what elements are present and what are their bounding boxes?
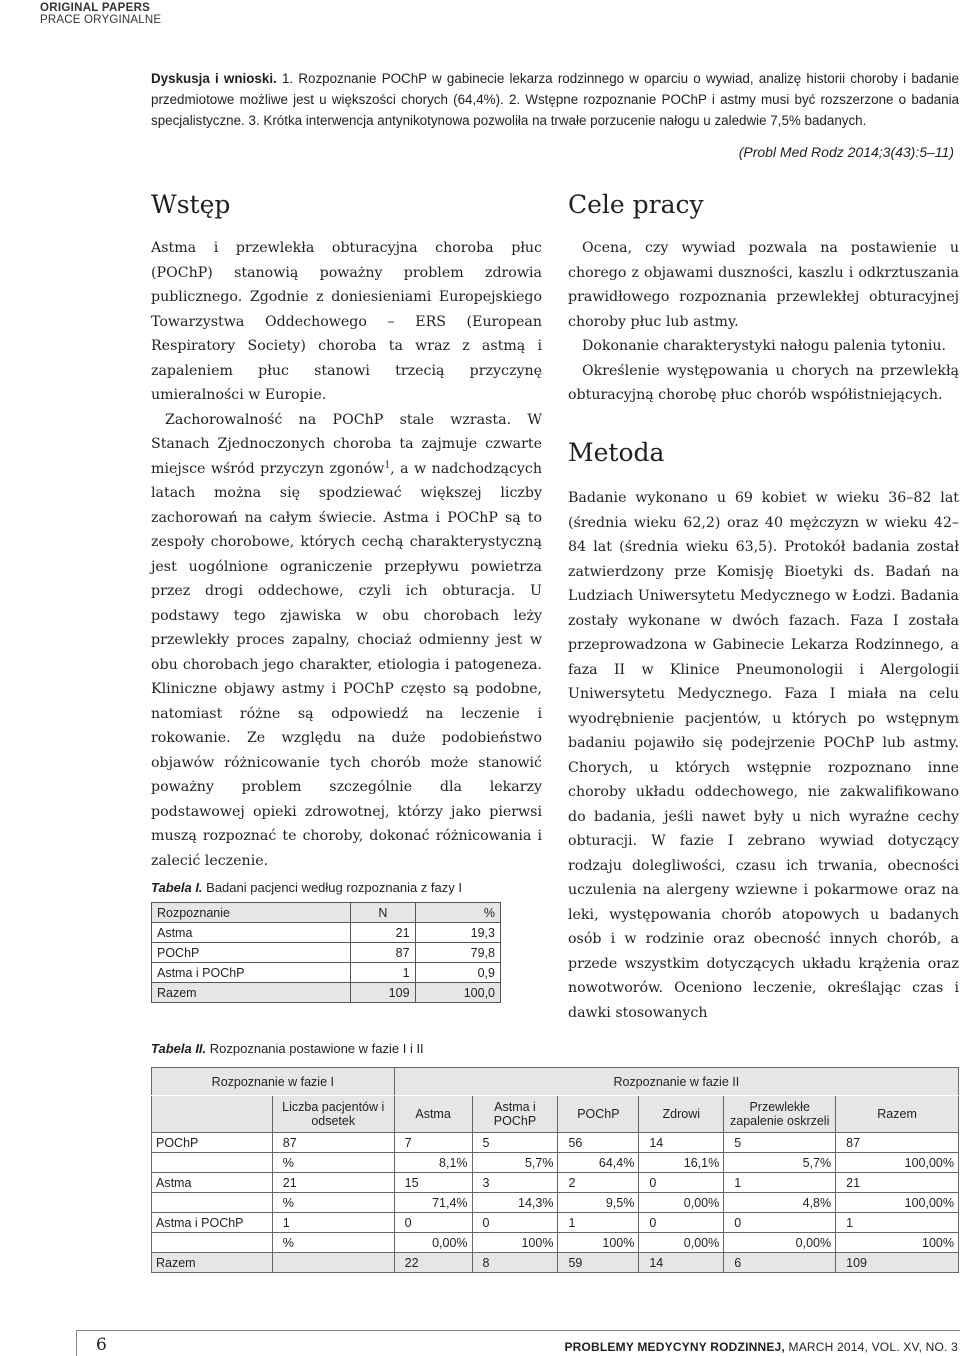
table-cell: 109	[351, 983, 415, 1003]
table-cell: 0	[639, 1173, 724, 1193]
table-cell: POChP	[152, 943, 351, 963]
table-cell: 2	[558, 1173, 639, 1193]
journal-issue: MARCH 2014, VOL. XV, NO. 3	[784, 1340, 958, 1354]
wstep-paragraph-2-part-a: Zachorowalność na POChP stale wzrasta. W Stanach Zjednoczonych choroba ta zajmuje czwarte miejsce wśród przyczyn zgonów	[151, 411, 542, 477]
table-cell: Astma	[152, 923, 351, 943]
table-cell: 1	[272, 1213, 394, 1233]
table-cell: 15	[394, 1173, 472, 1193]
table-cell: Astma	[152, 1173, 273, 1193]
table-cell: 8,1%	[394, 1153, 472, 1173]
table-row	[152, 1133, 959, 1153]
table-cell: 100%	[836, 1233, 959, 1253]
table-cell: Razem	[152, 1253, 273, 1273]
table-header-cell-empty	[152, 1096, 273, 1133]
wstep-paragraph-2-part-b: , a w nadchodzących latach można się spodziewać większej liczby zachorowań na całym świecie. Astma i POChP są to zespoły chorobowe, których cechą charakterystyczną jest uogólnione ograniczenie przepływu powietrza przez drogi oddechowe, czyli ich obturacja. U podstawy tego zjawiska w obu chorobach leży przewlekły proces zapalny, chociaż odmienny jest w obu chorobach jego charakter, etiologia i patogeneza. Kliniczne objawy astmy i POChP często są podobne, natomiast różne są odpowiedź na leczenie i rokowanie. Ze względu na duże podobieństwo objawów różnicowanie tych chorób może stanowić poważny problem szczególnie dla lekarzy podstawowej opieki zdrowotnej, którzy jako pierwsi muszą rozpoznać te choroby, dokonać różnicowania i zalecić leczenie.	[151, 460, 542, 869]
table-cell: 0,00%	[639, 1193, 724, 1213]
table-cell: 4,8%	[724, 1193, 836, 1213]
column-left	[151, 236, 542, 873]
footer-rule	[76, 1330, 960, 1331]
table-row	[152, 1193, 959, 1213]
table-1-caption	[151, 880, 462, 895]
running-head-english: ORIGINAL PAPERS	[40, 2, 151, 14]
table-cell: 5	[472, 1133, 558, 1153]
table-header-row	[152, 903, 501, 923]
table-cell: 8	[472, 1253, 558, 1273]
table-group-header-phase-1: Rozpoznanie w fazie I	[152, 1068, 395, 1096]
table-2-label: Tabela II.	[151, 1041, 207, 1056]
table-cell: 14	[639, 1253, 724, 1273]
abstract-conclusions	[151, 68, 959, 131]
table-cell: 0	[724, 1213, 836, 1233]
table-cell	[272, 1253, 394, 1273]
table-cell: 59	[558, 1253, 639, 1273]
table-cell: 109	[836, 1253, 959, 1273]
table-cell: Razem	[152, 983, 351, 1003]
journal-footer	[564, 1340, 958, 1354]
cele-paragraph-3: Określenie występowania u chorych na przewlekłą obturacyjną chorobę płuc chorób współistniejących.	[568, 362, 959, 403]
abstract-conclusions-text: 1. Rozpoznanie POChP w gabinecie lekarza rodzinnego w oparciu o wywiad, analizę historii choroby i badanie przedmiotowe możliwe jest u większości chorych (64,4%). 2. Wstępne rozpoznanie POChP i astmy musi być rozszerzone o badania specjalistyczne. 3. Krótka interwencja antynikotynowa pozwoliła na trwałe porzucenie nałogu u zaledwie 7,5% badanych.	[151, 71, 959, 128]
table-cell: 56	[558, 1133, 639, 1153]
table-cell: Astma i POChP	[152, 963, 351, 983]
table-cell: 100,0	[415, 983, 500, 1003]
abstract-conclusions-label: Dyskusja i wnioski.	[151, 71, 277, 86]
cele-paragraph-2: Dokonanie charakterystyki nałogu palenia tytoniu.	[582, 338, 947, 354]
table-header-row	[152, 1096, 959, 1133]
table-1-label: Tabela I.	[151, 880, 203, 895]
table-cell: 64,4%	[558, 1153, 639, 1173]
table-group-header-phase-2: Rozpoznanie w fazie II	[394, 1068, 958, 1096]
table-cell: 0,00%	[639, 1233, 724, 1253]
table-total-row	[152, 983, 501, 1003]
section-heading-wstep: Wstęp	[151, 190, 231, 219]
table-cell: 22	[394, 1253, 472, 1273]
section-heading-metoda: Metoda	[568, 438, 665, 467]
table-header-cell: Przewlekłe zapalenie oskrzeli	[724, 1096, 836, 1133]
table-cell: 0	[639, 1213, 724, 1233]
table-cell: 9,5%	[558, 1193, 639, 1213]
table-cell: 0	[394, 1213, 472, 1233]
table-header-cell: Razem	[836, 1096, 959, 1133]
metoda-paragraph-1: Badanie wykonano u 69 kobiet w wieku 36–82 lat (średnia wieku 62,2) oraz 40 mężczyzn w wieku 42–84 lat (średnia wieku 63,5). Protokół badania został zatwierdzony prze Komisję Bioetyki ds. Badań na Ludziach Uniwersytetu Medycznego w Łodzi. Badania zostały wykonane w dwóch fazach. Faza I została przeprowadzona w Gabinecie Lekarza Rodzinnego, a faza II w Klinice Pneumonologii i Alergologii Uniwersytetu Medycznego. Faza I miała na celu wyodrębnienie pacjentów, u których po wstępnym badaniu pojawiło się podejrzenie POChP lub astmy. Chorych, u których wstępnie rozpoznano inne choroby układu oddechowego, nie zakwalifikowano do badania, jeśli nawet były u nich wyraźne cechy obturacji. W fazie I zebrano wywiad dotyczący rodzaju dolegliwości, czasu ich trwania, obecności uczulenia na alergeny wziewne i pokarmowe oraz na leki, występowania chorób atopowych u badanych osób i w rodzinie oraz obecność innych chorób, a przede wszystkim dotyczących układu krążenia oraz nowotworów. Oceniono leczenie, określając czas i dawki stosowanych	[568, 490, 959, 1021]
table-header-cell: %	[415, 903, 500, 923]
table-cell: 7	[394, 1133, 472, 1153]
table-header-cell: Rozpoznanie	[152, 903, 351, 923]
table-cell: 6	[724, 1253, 836, 1273]
table-2	[151, 1067, 959, 1273]
table-cell: 87	[836, 1133, 959, 1153]
table-total-row	[152, 1253, 959, 1273]
column-right-aims	[568, 236, 959, 408]
table-cell: 100,00%	[836, 1193, 959, 1213]
table-cell: POChP	[152, 1133, 273, 1153]
reference-marker: 1	[384, 459, 391, 470]
table-cell: 3	[472, 1173, 558, 1193]
table-cell	[152, 1233, 273, 1253]
table-cell: 19,3	[415, 923, 500, 943]
table-cell: 1	[558, 1213, 639, 1233]
table-2-caption-text: Rozpoznania postawione w fazie I i II	[206, 1041, 424, 1056]
table-cell: 5,7%	[724, 1153, 836, 1173]
table-cell: 1	[351, 963, 415, 983]
table-cell: 5	[724, 1133, 836, 1153]
table-cell: %	[272, 1153, 394, 1173]
table-row	[152, 1173, 959, 1193]
table-row	[152, 1153, 959, 1173]
table-cell: 100,00%	[836, 1153, 959, 1173]
table-group-header-row	[152, 1068, 959, 1096]
table-row	[152, 923, 501, 943]
table-1	[151, 902, 501, 1003]
table-header-cell: POChP	[558, 1096, 639, 1133]
table-cell: %	[272, 1193, 394, 1213]
table-cell: %	[272, 1233, 394, 1253]
running-head-polish: PRACE ORYGINALNE	[40, 14, 162, 26]
table-row	[152, 943, 501, 963]
table-cell: 87	[351, 943, 415, 963]
table-header-cell: N	[351, 903, 415, 923]
table-cell: 79,8	[415, 943, 500, 963]
table-cell: 0,00%	[724, 1233, 836, 1253]
table-cell: 71,4%	[394, 1193, 472, 1213]
section-heading-cele-pracy: Cele pracy	[568, 190, 704, 219]
table-cell: 16,1%	[639, 1153, 724, 1173]
table-cell	[152, 1153, 273, 1173]
table-cell: 0,00%	[394, 1233, 472, 1253]
running-head	[40, 2, 161, 26]
table-row	[152, 963, 501, 983]
table-cell: Astma i POChP	[152, 1213, 273, 1233]
table-cell: 0,9	[415, 963, 500, 983]
table-cell: 21	[351, 923, 415, 943]
table-2-caption	[151, 1041, 424, 1056]
table-row	[152, 1213, 959, 1233]
table-cell: 14	[639, 1133, 724, 1153]
table-1-caption-text: Badani pacjenci według rozpoznania z fazy I	[202, 880, 462, 895]
table-cell: 87	[272, 1133, 394, 1153]
table-cell: 100%	[472, 1233, 558, 1253]
table-cell	[152, 1193, 273, 1213]
column-right-method	[568, 486, 959, 1025]
wstep-paragraph-1: Astma i przewlekła obturacyjna choroba płuc (POChP) stanowią poważny problem zdrowia publicznego. Zgodnie z doniesieniami Europejskiego Towarzystwa Oddechowego – ERS (European Respiratory Society) choroba ta wraz z astmą i zapaleniem płuc stanowi trzecią przyczynę umieralności w Europie.	[151, 240, 542, 403]
table-header-cell: Liczba pacjentów i odsetek	[272, 1096, 394, 1133]
footer-divider	[76, 1330, 77, 1356]
table-cell: 14,3%	[472, 1193, 558, 1213]
table-header-cell: Zdrowi	[639, 1096, 724, 1133]
table-header-cell: Astma i POChP	[472, 1096, 558, 1133]
page-number: 6	[96, 1335, 107, 1355]
citation: (Probl Med Rodz 2014;3(43):5–11)	[738, 144, 954, 160]
wstep-paragraph-2	[151, 408, 542, 874]
table-header-cell: Astma	[394, 1096, 472, 1133]
cele-paragraph-1: Ocena, czy wywiad pozwala na postawienie u chorego z objawami duszności, kaszlu i odkrztuszania prawidłowego rozpoznania przewlekłej obturacyjnej choroby płuc lub astmy.	[568, 240, 959, 330]
table-cell: 1	[724, 1173, 836, 1193]
table-cell: 1	[836, 1213, 959, 1233]
table-cell: 0	[472, 1213, 558, 1233]
table-cell: 100%	[558, 1233, 639, 1253]
table-row	[152, 1233, 959, 1253]
table-cell: 5,7%	[472, 1153, 558, 1173]
table-cell: 21	[272, 1173, 394, 1193]
journal-name: PROBLEMY MEDYCYNY RODZINNEJ,	[564, 1340, 785, 1354]
table-cell: 21	[836, 1173, 959, 1193]
